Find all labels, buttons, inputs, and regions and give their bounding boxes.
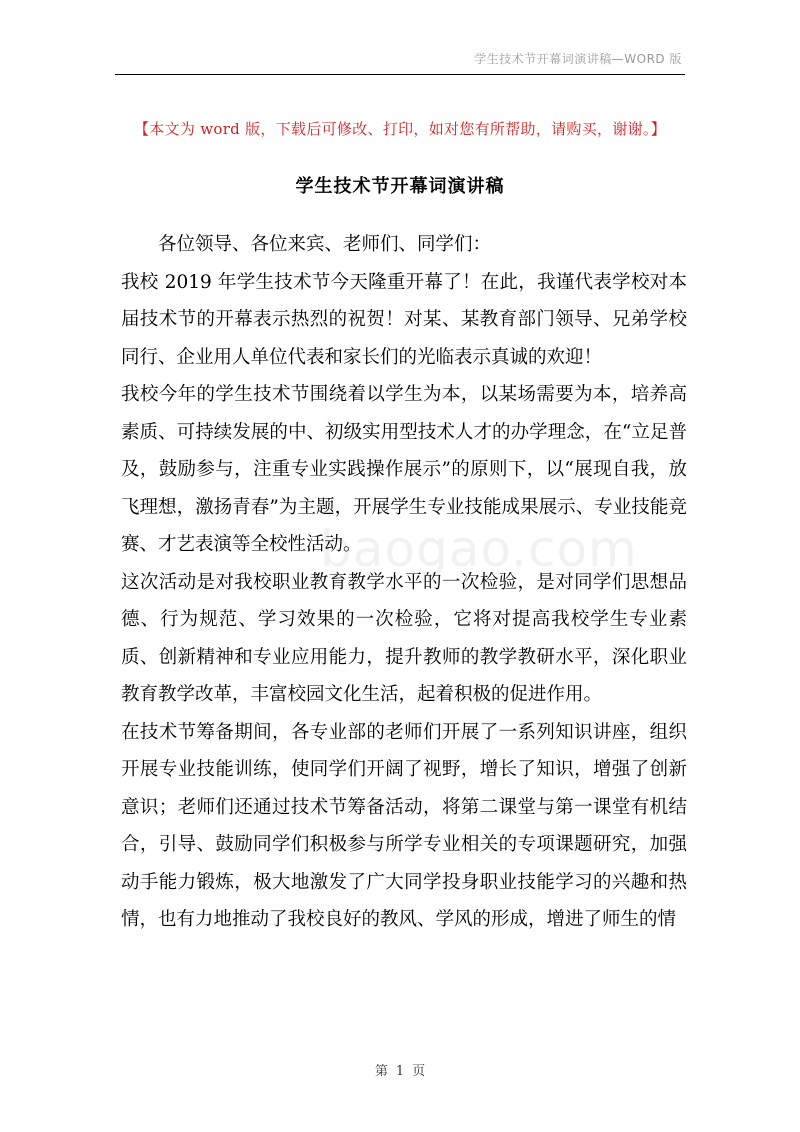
document-body — [121, 226, 687, 939]
paragraph: 这次活动是对我校职业教育教学水平的一次检验，是对同学们思想品德、行为规范、学习效果的一次检验，它将对提高我校学生专业素质、创新精神和专业应用能力，提升教师的教学教研水平，深化职业教育教学改革，丰富校园文化生活，起着积极的促进作用。 — [121, 571, 687, 705]
paragraph: 我校今年的学生技术节围绕着以学生为本，以某场需要为本，培养高素质、可持续发展的中、初级实用型技术人才的办学理念，在“立足普及，鼓励参与，注重专业实践操作展示”的原则下，以“展现自我，放飞理想，激扬青春”为主题，开展学生专业技能成果展示、专业技能竞赛、才艺表演等全校性活动。 — [121, 384, 687, 555]
document-title: 学生技术节开幕词演讲稿 — [295, 176, 505, 197]
page-number — [0, 1060, 800, 1079]
watermark: baogao.com — [320, 520, 638, 578]
page-suffix: 页 — [412, 1064, 426, 1079]
running-header: 学生技术节开幕词演讲稿—WORD 版 — [474, 52, 682, 66]
header-rule — [115, 74, 685, 75]
paragraph: 在技术节筹备期间，各专业部的老师们开展了一系列知识讲座，组织开展专业技能训练，使同学们开阔了视野，增长了知识，增强了创新意识；老师们还通过技术节筹备活动，将第二课堂与第一课堂有机结合，引导、鼓励同学们积极参与所学专业相关的专项课题研究，加强动手能力锻炼，极大地激发了广大同学投身职业技能学习的兴趣和热情，也有力地推动了我校良好的教风、学风的形成，增进了师生的情 — [121, 721, 687, 930]
page-number-value: 1 — [395, 1064, 405, 1079]
purchase-notice: 【本文为 word 版，下载后可修改、打印，如对您有所帮助，请购买，谢谢。】 — [133, 120, 667, 138]
greeting: 各位领导、各位来宾、老师们、同学们： — [158, 234, 492, 255]
page-prefix: 第 — [374, 1064, 388, 1079]
paragraph: 我校 2019 年学生技术节今天隆重开幕了！在此，我谨代表学校对本届技术节的开幕表示热烈的祝贺！对某、某教育部门领导、兄弟学校同行、企业用人单位代表和家长们的光临表示真诚的欢迎！ — [121, 271, 687, 368]
